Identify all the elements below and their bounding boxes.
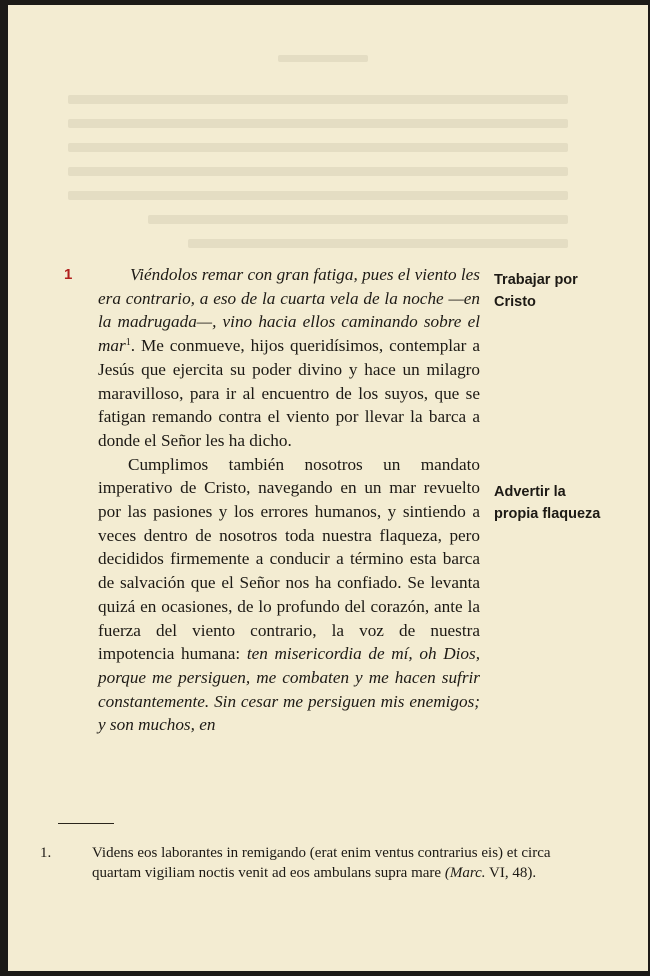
margin-note-2-line2: propia flaqueza — [494, 506, 601, 522]
book-page — [8, 5, 648, 971]
footnote-rule — [58, 823, 114, 824]
main-text — [98, 263, 480, 737]
footnote-text: Videns eos laborantes in remigando (erat enim ventus contrarius eis) et circa quartam vigiliam noctis venit ad eos ambulans supra mare — [92, 845, 551, 881]
paragraph-2-text: Cumplimos también nosotros un mandato imperativo de Cristo, navegando en un mar revuelto por las pasiones y los errores humanos, y sintiendo a veces dentro de nosotros toda nuestra flaqueza, pero decididos firmemente a conducir a término esta barca de salvación que el Señor nos ha confiado. Se levanta quizá en ocasiones, de lo profundo del corazón, ante la fuerza del viento contrario, la voz de nuestra impotencia humana: — [98, 454, 480, 664]
margin-note-2-line1: Advertir la — [494, 484, 566, 500]
footnote-source: (Marc. — [444, 865, 486, 881]
margin-note-1 — [494, 269, 634, 313]
margin-note-1-line1: Trabajar por — [494, 272, 578, 288]
bleed-through-text — [68, 55, 578, 255]
margin-note-2 — [494, 481, 634, 525]
psalm-quote: ten misericordia de mí, oh Dios, porque me persiguen, me combaten y me hacen sufrir constantemente. Sin cesar me persiguen mis enemigos; y son muchos, en — [98, 644, 480, 735]
footnote-number: 1. — [40, 845, 52, 861]
paragraph-1 — [98, 263, 480, 453]
paragraph-1-text: . Me conmueve, hijos queridísimos, contemplar a Jesús que ejercita su poder divino y hace un milagro maravilloso, para ir al encuentro de los suyos, que se fatigan remando contra el viento por llevar la barca a donde el Señor les ha dicho. — [98, 336, 480, 450]
section-number: 1 — [64, 266, 73, 283]
paragraph-2 — [98, 453, 480, 737]
footnote — [40, 843, 570, 883]
margin-note-1-line2: Cristo — [494, 294, 536, 310]
footnote-ref: 1 — [125, 337, 131, 349]
gospel-quote: Viéndolos remar con gran fatiga, pues el viento les era contrario, a eso de la cuarta vela de la noche —en la madrugada—, vino hacia ellos caminando sobre el mar — [98, 265, 480, 356]
footnote-source-rest: VI, 48). — [485, 865, 537, 881]
